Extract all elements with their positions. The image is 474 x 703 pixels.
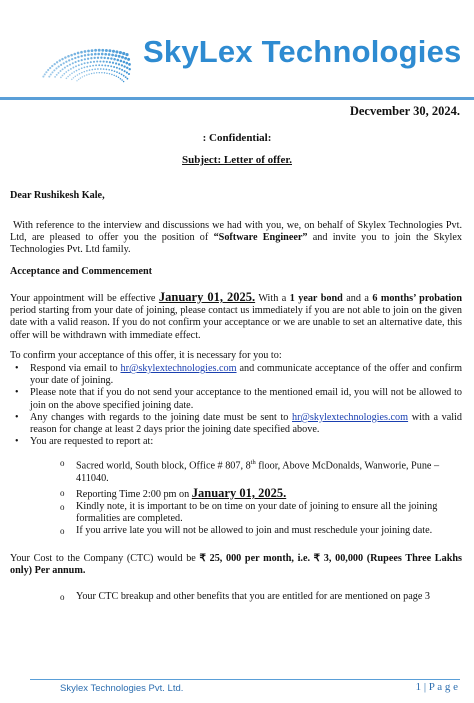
- list-item: [58, 457, 462, 485]
- letter-date: Decvember 30, 2024.: [349, 104, 460, 118]
- ctc-amount: ₹ 25, 000 per month, i.e. ₹ 3, 00,000 (Rupees Three Lakhs only) Per annum.: [10, 553, 462, 577]
- appointment-text-2: With a: [255, 293, 290, 304]
- ordinal-suffix: th: [250, 459, 256, 466]
- bullet-text: Any changes with regards to the joining date must be sent to: [30, 411, 293, 423]
- subject-line: [0, 154, 474, 166]
- intro-text-2: and invite you to join the Skylex Technologies Pvt. Ltd family.: [10, 232, 462, 256]
- appointment-paragraph: [10, 291, 462, 342]
- list-item: [10, 363, 462, 387]
- list-item: [10, 436, 462, 448]
- section-heading: Acceptance and Commencement: [10, 266, 153, 277]
- sub-item-text: Kindly note, it is important to be on time on your date of joining to ensure all the joining formalities are completed.: [76, 501, 438, 525]
- ctc-sub-list: [58, 591, 462, 603]
- sub-item-text: floor, Above McDonalds, Wanworie, Pune – 411040.: [76, 460, 440, 484]
- bullet-text: Respond via email to: [30, 363, 121, 374]
- bullet-text: with a valid reason for change at least 2 days prior the joining date specified above.: [30, 411, 462, 436]
- sub-item-text: Reporting Time 2:00 pm on: [76, 488, 192, 500]
- list-item: [58, 591, 462, 603]
- footer-divider: [30, 679, 460, 680]
- joining-date: January 01, 2025.: [158, 290, 256, 304]
- bond-duration: 1 year bond: [289, 293, 343, 304]
- list-item: [58, 501, 462, 525]
- sub-item-text: If you arrive late you will not be allowed to join and must reschedule your joining date.: [76, 525, 433, 537]
- position-title: “Software Engineer”: [213, 232, 308, 244]
- sub-item-text: Sacred world, South block, Office # 807, 8: [76, 460, 251, 472]
- acceptance-bullets: [10, 363, 462, 448]
- confirm-lead: To confirm your acceptance of this offer, it is necessary for you to:: [10, 350, 282, 361]
- footer-company: Skylex Technologies Pvt. Ltd.: [60, 683, 184, 694]
- ctc-text: Your Cost to the Company (CTC) would be: [10, 553, 200, 564]
- reporting-sub-list: [58, 457, 462, 538]
- appointment-text-4: period starting from your date of joining, please contact us immediately if you are not able to join on the given date with a valid reason. If you do not confirm your acceptance or we are unable to set an alternative date, this offer will be withdrawn with immediate effect.: [10, 305, 462, 341]
- probation-duration: 6 months’ probation: [372, 293, 463, 304]
- list-item: [10, 412, 462, 436]
- page-number: 1 | P a g e: [415, 681, 458, 693]
- intro-paragraph: [10, 220, 462, 257]
- list-item: [10, 387, 462, 411]
- ctc-paragraph: [10, 553, 462, 577]
- reporting-date: January 01, 2025.: [191, 485, 287, 500]
- bullet-text: Please note that if you do not send your acceptance to the mentioned email id, you will not be allowed to join on the above specified joining date.: [30, 387, 462, 411]
- list-item: [58, 487, 462, 501]
- company-title: SkyLex Technologies: [143, 34, 462, 69]
- sub-item-text: Your CTC breakup and other benefits that you are entitled for are mentioned on page 3: [76, 591, 431, 602]
- header-divider: [0, 97, 474, 100]
- bullet-text: You are requested to report at:: [30, 436, 154, 448]
- intro-text-1: With reference to the interview and discussions we had with you, we, on behalf of Skylex Technologies Pvt. Ltd, are pleased to offer you the position of: [10, 220, 463, 244]
- list-item: [58, 525, 462, 537]
- swirl-dots-logo: [8, 26, 132, 96]
- appointment-text-1: Your appointment will be effective: [10, 293, 159, 304]
- confidential-label: : Confidential:: [202, 132, 272, 144]
- salutation: Dear Rushikesh Kale,: [10, 190, 105, 201]
- hr-email-link[interactable]: hr@skylextechnologies.com: [120, 363, 237, 374]
- subject-text: Subject: Letter of offer.: [182, 154, 292, 166]
- hr-email-link[interactable]: hr@skylextechnologies.com: [292, 411, 409, 423]
- bullet-text: and communicate acceptance of the offer and confirm your date of joining.: [30, 363, 462, 387]
- appointment-text-3: and a: [342, 293, 373, 304]
